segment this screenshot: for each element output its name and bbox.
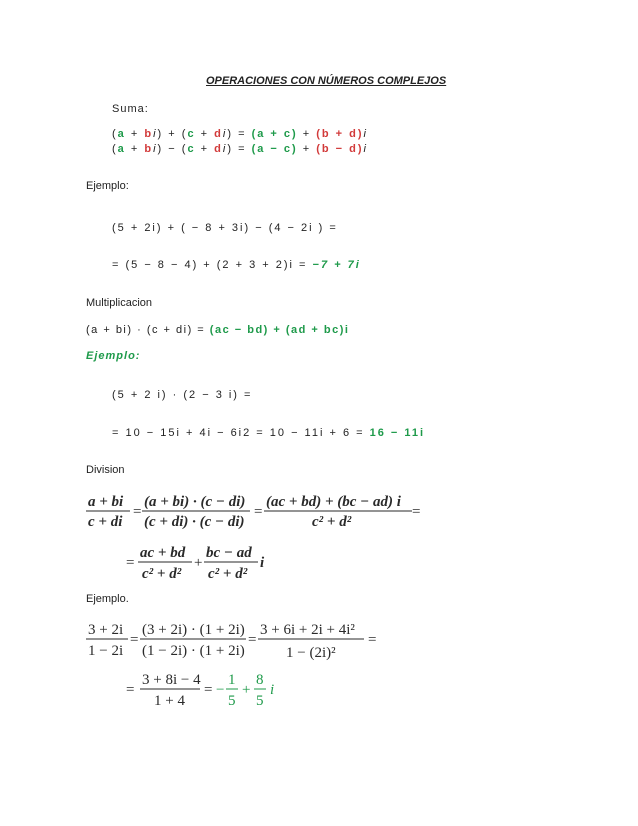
ejemplo-2-result-num-2: 8 [256, 672, 264, 688]
division-mid-numerator: (a + bi) · (c − di) [144, 494, 246, 510]
ejemplo-2-lhs-denominator: 1 − 2i [88, 643, 124, 659]
division-rhs-denominator: c² + d² [312, 514, 352, 530]
ejemplo-2-result-den-2: 5 [256, 693, 264, 709]
ejemplo-2-result-sign: − [216, 682, 225, 698]
multiplicacion-ejemplo-label: Ejemplo: [86, 350, 141, 362]
ejemplo-2-line-2-eq-2: = [204, 682, 213, 698]
ejemplo-2-line-2-eq: = [126, 682, 135, 698]
ejemplo-2-mid-numerator: (3 + 2i) · (1 + 2i) [142, 622, 245, 638]
page-title: OPERACIONES CON NÚMEROS COMPLEJOS [206, 75, 447, 87]
division-line-2-num-2: bc − ad [206, 545, 252, 561]
ejemplo-1-result: −7 + 7i [312, 259, 361, 271]
ejemplo-2-result-den-1: 5 [228, 693, 236, 709]
division-line-2-den-2: c² + d² [208, 566, 248, 582]
division-mid-denominator: (c + di) · (c − di) [144, 514, 245, 530]
ejemplo-2-result-i: i [270, 682, 275, 698]
ejemplo-2-rhs-denominator: 1 − (2i)² [286, 645, 336, 661]
suma-formula-line-1: (a + bi) + (c + di) = (a + c) + (b + d)i [112, 128, 368, 140]
ejemplo-2-rhs-numerator: 3 + 6i + 2i + 4i² [260, 622, 355, 638]
division-label: Division [86, 464, 125, 476]
ejemplo-2-label: Ejemplo. [86, 593, 129, 605]
ejemplo-2-line-2-numerator: 3 + 8i − 4 [142, 672, 201, 688]
suma-formula-line-2: (a + bi) − (c + di) = (a − c) + (b − d)i [112, 143, 368, 155]
division-rhs-numerator: (ac + bd) + (bc − ad) i [266, 494, 401, 510]
ejemplo-2-result-plus: + [242, 682, 251, 698]
ejemplo-2-eq-1: = [130, 632, 139, 648]
ejemplo-1-line-1: (5 + 2i) + ( − 8 + 3i) − (4 − 2i ) = [112, 222, 338, 234]
division-line-2-num-1: ac + bd [140, 545, 186, 561]
multiplicacion-label: Multiplicacion [86, 297, 153, 309]
multiplicacion-formula: (a + bi) · (c + di) = (ac − bd) + (ad + bc)i [86, 324, 350, 336]
ejemplo-2-line-2-denominator: 1 + 4 [154, 693, 185, 709]
division-eq-2: = [254, 504, 263, 520]
division-eq-3: = [412, 504, 421, 520]
ejemplo-1-line-2: = (5 − 8 − 4) + (2 + 3 + 2)i = −7 + 7i [112, 259, 361, 271]
multiplicacion-ejemplo-result: 16 − 11i [369, 427, 426, 439]
ejemplo-1-label: Ejemplo: [86, 180, 129, 192]
division-eq-1: = [133, 504, 142, 520]
ejemplo-2-formula [80, 612, 400, 712]
ejemplo-2-lhs-numerator: 3 + 2i [88, 622, 124, 638]
multiplicacion-ejemplo-line-2: = 10 − 15i + 4i − 6i2 = 10 − 11i + 6 = 16 − 11i [112, 427, 426, 439]
ejemplo-2-eq-2: = [248, 632, 257, 648]
suma-label: Suma: [112, 103, 149, 115]
multiplicacion-result: (ac − bd) + (ad + bc)i [209, 324, 350, 336]
ejemplo-2-mid-denominator: (1 − 2i) · (1 + 2i) [142, 643, 245, 659]
division-line-2-plus: + [194, 555, 203, 571]
division-line-2-den-1: c² + d² [142, 566, 182, 582]
division-lhs-denominator: c + di [88, 514, 123, 530]
division-formula [80, 485, 440, 585]
division-line-2-eq: = [126, 555, 135, 571]
ejemplo-2-result-num-1: 1 [228, 672, 236, 688]
division-line-2-i: i [260, 555, 265, 571]
ejemplo-2-eq-3: = [368, 632, 377, 648]
division-lhs-numerator: a + bi [88, 494, 124, 510]
multiplicacion-ejemplo-line-1: (5 + 2 i) · (2 − 3 i) = [112, 389, 253, 401]
